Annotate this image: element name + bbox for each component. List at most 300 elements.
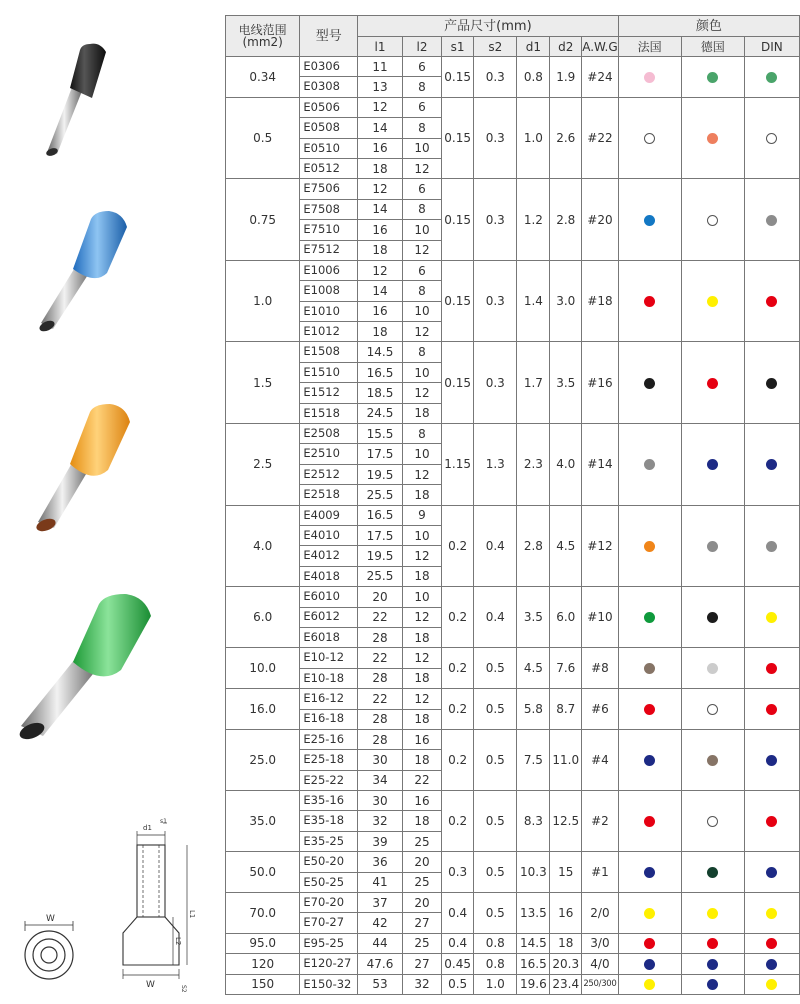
table-row [226, 57, 800, 77]
model-cell: E2518 [300, 485, 358, 505]
color-germany-cell [681, 954, 744, 974]
model-cell: E6012 [300, 607, 358, 627]
model-cell: E25-18 [300, 750, 358, 770]
s1-cell: 0.15 [442, 97, 474, 179]
l1-cell: 18 [358, 240, 403, 260]
awg-cell: #8 [582, 648, 618, 689]
color-germany-cell [681, 505, 744, 587]
pink-color-dot [644, 72, 655, 83]
l1-cell: 16 [358, 220, 403, 240]
header-wire-range: 电线范围 (mm2) [226, 16, 300, 57]
color-france-cell [618, 852, 681, 893]
d2-cell: 16 [550, 893, 582, 934]
l2-cell: 16 [402, 729, 441, 749]
d1-cell: 0.8 [517, 57, 550, 98]
l2-cell: 10 [402, 587, 441, 607]
table-row [226, 954, 800, 974]
d1-cell: 3.5 [517, 587, 550, 648]
model-cell: E1510 [300, 362, 358, 382]
color-din-cell [744, 648, 799, 689]
l1-cell: 42 [358, 913, 403, 933]
s2-cell: 0.5 [474, 648, 517, 689]
wire-range-cell: 2.5 [226, 424, 300, 506]
header-color-group: 颜色 [618, 16, 799, 37]
white-color-dot [766, 133, 777, 144]
color-germany-cell [681, 974, 744, 994]
model-cell: E1008 [300, 281, 358, 301]
color-din-cell [744, 505, 799, 587]
l2-cell: 10 [402, 362, 441, 382]
d1-cell: 1.4 [517, 260, 550, 342]
table-row [226, 893, 800, 913]
color-din-cell [744, 689, 799, 730]
model-cell: E1010 [300, 301, 358, 321]
model-cell: E70-20 [300, 893, 358, 913]
header-color-france: 法国 [618, 37, 681, 57]
s2-cell: 0.8 [474, 933, 517, 953]
model-cell: E16-12 [300, 689, 358, 709]
l2-cell: 12 [402, 648, 441, 668]
s1-cell: 0.2 [442, 791, 474, 852]
color-germany-cell [681, 648, 744, 689]
s2-cell: 0.3 [474, 97, 517, 179]
blue-color-dot [644, 215, 655, 226]
l2-cell: 12 [402, 240, 441, 260]
model-cell: E0306 [300, 57, 358, 77]
wire-range-cell: 70.0 [226, 893, 300, 934]
model-cell: E70-27 [300, 913, 358, 933]
d2-cell: 4.5 [550, 505, 582, 587]
awg-cell: #12 [582, 505, 618, 587]
d1-cell: 1.2 [517, 179, 550, 261]
d1-cell: 14.5 [517, 933, 550, 953]
s2-cell: 0.3 [474, 342, 517, 424]
grey-color-dot [766, 215, 777, 226]
color-france-cell [618, 342, 681, 424]
l2-cell: 12 [402, 464, 441, 484]
table-row [226, 689, 800, 709]
grey-color-dot [644, 459, 655, 470]
l2-cell: 12 [402, 546, 441, 566]
wire-range-cell: 25.0 [226, 729, 300, 790]
d2-cell: 2.8 [550, 179, 582, 261]
model-cell: E4018 [300, 566, 358, 586]
model-cell: E16-18 [300, 709, 358, 729]
ferrule-photo-blue [35, 205, 145, 335]
color-germany-cell [681, 852, 744, 893]
side-view-w-label: W [146, 980, 155, 990]
red-color-dot [644, 816, 655, 827]
color-din-cell [744, 933, 799, 953]
ferrule-spec-table [225, 15, 800, 995]
wire-range-cell: 0.34 [226, 57, 300, 98]
green-color-dot [766, 72, 777, 83]
model-cell: E7508 [300, 199, 358, 219]
table-row [226, 933, 800, 953]
d1-cell: 1.7 [517, 342, 550, 424]
d1-cell: 5.8 [517, 689, 550, 730]
color-germany-cell [681, 97, 744, 179]
color-germany-cell [681, 260, 744, 342]
l2-cell: 18 [402, 750, 441, 770]
table-row [226, 587, 800, 607]
color-din-cell [744, 974, 799, 994]
end-view-w-label: W [46, 914, 55, 924]
header-size-group: 产品尺寸(mm) [358, 16, 618, 37]
l2-cell: 12 [402, 607, 441, 627]
s1-cell: 0.4 [442, 933, 474, 953]
l2-cell: 6 [402, 97, 441, 117]
l2-cell: 12 [402, 158, 441, 178]
color-din-cell [744, 587, 799, 648]
d1-cell: 7.5 [517, 729, 550, 790]
color-germany-cell [681, 791, 744, 852]
navy-color-dot [644, 867, 655, 878]
l1-cell: 16 [358, 138, 403, 158]
l1-cell: 11 [358, 57, 403, 77]
navy-color-dot [644, 959, 655, 970]
ferrule-photo-green [15, 590, 165, 750]
model-cell: E50-25 [300, 872, 358, 892]
red-color-dot [707, 378, 718, 389]
awg-cell: #18 [582, 260, 618, 342]
table-row [226, 505, 800, 525]
color-germany-cell [681, 57, 744, 98]
color-france-cell [618, 260, 681, 342]
color-france-cell [618, 97, 681, 179]
model-cell: E95-25 [300, 933, 358, 953]
l1-cell: 36 [358, 852, 403, 872]
drawing-d1-label: d1 [143, 824, 152, 832]
d1-cell: 16.5 [517, 954, 550, 974]
end-view [25, 921, 73, 979]
wire-range-cell: 10.0 [226, 648, 300, 689]
l1-cell: 15.5 [358, 424, 403, 444]
l2-cell: 25 [402, 831, 441, 851]
d2-cell: 15 [550, 852, 582, 893]
awg-cell: 3/0 [582, 933, 618, 953]
color-din-cell [744, 179, 799, 261]
wire-range-cell: 0.5 [226, 97, 300, 179]
header-s1: s1 [442, 37, 474, 57]
yellow-color-dot [766, 908, 777, 919]
awg-cell: #4 [582, 729, 618, 790]
awg-cell: #1 [582, 852, 618, 893]
d2-cell: 3.0 [550, 260, 582, 342]
d1-cell: 2.8 [517, 505, 550, 587]
l1-cell: 12 [358, 179, 403, 199]
color-france-cell [618, 57, 681, 98]
l1-cell: 34 [358, 770, 403, 790]
red-color-dot [644, 704, 655, 715]
awg-cell: #22 [582, 97, 618, 179]
model-cell: E6018 [300, 627, 358, 647]
color-france-cell [618, 505, 681, 587]
l1-cell: 13 [358, 77, 403, 97]
header-l2: l2 [402, 37, 441, 57]
color-din-cell [744, 852, 799, 893]
red-color-dot [766, 816, 777, 827]
l1-cell: 18.5 [358, 383, 403, 403]
table-row [226, 97, 800, 117]
l1-cell: 20 [358, 587, 403, 607]
drawing-s1-label: s1 [160, 818, 167, 825]
s1-cell: 0.2 [442, 505, 474, 587]
navy-color-dot [707, 459, 718, 470]
black-color-dot [707, 612, 718, 623]
color-germany-cell [681, 689, 744, 730]
color-din-cell [744, 954, 799, 974]
l2-cell: 10 [402, 525, 441, 545]
model-cell: E0510 [300, 138, 358, 158]
wire-range-cell: 1.5 [226, 342, 300, 424]
l1-cell: 32 [358, 811, 403, 831]
model-cell: E7510 [300, 220, 358, 240]
drawing-l2-label: L2 [174, 937, 182, 946]
ferrule-photo-black [40, 40, 125, 160]
header-model: 型号 [300, 16, 358, 57]
l1-cell: 14 [358, 118, 403, 138]
awg-cell: 2/0 [582, 893, 618, 934]
awg-cell: #2 [582, 791, 618, 852]
s2-cell: 0.8 [474, 954, 517, 974]
navy-color-dot [644, 755, 655, 766]
l1-cell: 25.5 [358, 485, 403, 505]
white-color-dot [707, 704, 718, 715]
spec-table-body [226, 57, 800, 995]
model-cell: E7506 [300, 179, 358, 199]
white-color-dot [707, 215, 718, 226]
l2-cell: 12 [402, 383, 441, 403]
l2-cell: 18 [402, 811, 441, 831]
l1-cell: 16.5 [358, 362, 403, 382]
s2-cell: 0.5 [474, 689, 517, 730]
l1-cell: 24.5 [358, 403, 403, 423]
header-d1: d1 [517, 37, 550, 57]
s1-cell: 0.4 [442, 893, 474, 934]
l2-cell: 10 [402, 220, 441, 240]
l2-cell: 12 [402, 322, 441, 342]
model-cell: E0506 [300, 97, 358, 117]
model-cell: E4009 [300, 505, 358, 525]
s2-cell: 0.4 [474, 505, 517, 587]
wire-range-cell: 95.0 [226, 933, 300, 953]
s2-cell: 0.4 [474, 587, 517, 648]
d1-cell: 1.0 [517, 97, 550, 179]
l2-cell: 27 [402, 954, 441, 974]
navy-color-dot [707, 979, 718, 990]
color-germany-cell [681, 729, 744, 790]
red-color-dot [707, 938, 718, 949]
model-cell: E2512 [300, 464, 358, 484]
l1-cell: 17.5 [358, 525, 403, 545]
salmon-color-dot [707, 133, 718, 144]
l2-cell: 25 [402, 872, 441, 892]
model-cell: E7512 [300, 240, 358, 260]
drawing-l1-label: L1 [188, 910, 196, 919]
l2-cell: 8 [402, 199, 441, 219]
wire-range-cell: 6.0 [226, 587, 300, 648]
color-din-cell [744, 260, 799, 342]
l1-cell: 22 [358, 648, 403, 668]
yellow-color-dot [644, 979, 655, 990]
l1-cell: 19.5 [358, 464, 403, 484]
table-row [226, 729, 800, 749]
s1-cell: 0.5 [442, 974, 474, 994]
l2-cell: 10 [402, 138, 441, 158]
s2-cell: 0.3 [474, 179, 517, 261]
red-color-dot [766, 296, 777, 307]
s2-cell: 0.3 [474, 260, 517, 342]
s2-cell: 0.5 [474, 893, 517, 934]
l2-cell: 6 [402, 179, 441, 199]
d1-cell: 2.3 [517, 424, 550, 506]
l2-cell: 10 [402, 301, 441, 321]
side-view [123, 823, 187, 979]
color-france-cell [618, 893, 681, 934]
model-cell: E6010 [300, 587, 358, 607]
l2-cell: 16 [402, 791, 441, 811]
model-cell: E10-12 [300, 648, 358, 668]
model-cell: E10-18 [300, 668, 358, 688]
wire-range-cell: 150 [226, 974, 300, 994]
s1-cell: 0.2 [442, 729, 474, 790]
model-cell: E35-25 [300, 831, 358, 851]
l1-cell: 28 [358, 627, 403, 647]
yellow-color-dot [707, 296, 718, 307]
color-france-cell [618, 648, 681, 689]
green-color-dot [707, 72, 718, 83]
color-germany-cell [681, 179, 744, 261]
l2-cell: 18 [402, 668, 441, 688]
wire-range-cell: 35.0 [226, 791, 300, 852]
wire-range-cell: 50.0 [226, 852, 300, 893]
model-cell: E0508 [300, 118, 358, 138]
l1-cell: 17.5 [358, 444, 403, 464]
model-cell: E120-27 [300, 954, 358, 974]
color-germany-cell [681, 342, 744, 424]
l1-cell: 28 [358, 668, 403, 688]
d1-cell: 19.6 [517, 974, 550, 994]
wire-range-cell: 120 [226, 954, 300, 974]
color-france-cell [618, 689, 681, 730]
l1-cell: 14 [358, 281, 403, 301]
l1-cell: 22 [358, 607, 403, 627]
model-cell: E35-16 [300, 791, 358, 811]
grey-color-dot [707, 541, 718, 552]
header-s2: s2 [474, 37, 517, 57]
l1-cell: 30 [358, 791, 403, 811]
wire-range-cell: 4.0 [226, 505, 300, 587]
l2-cell: 22 [402, 770, 441, 790]
red-color-dot [644, 296, 655, 307]
header-color-germany: 德国 [681, 37, 744, 57]
table-row [226, 791, 800, 811]
model-cell: E1012 [300, 322, 358, 342]
d1-cell: 10.3 [517, 852, 550, 893]
red-color-dot [766, 663, 777, 674]
l1-cell: 28 [358, 709, 403, 729]
l2-cell: 18 [402, 627, 441, 647]
header-d2: d2 [550, 37, 582, 57]
brown-color-dot [644, 663, 655, 674]
awg-cell: 250/300 [582, 974, 618, 994]
l1-cell: 12 [358, 97, 403, 117]
model-cell: E0308 [300, 77, 358, 97]
color-france-cell [618, 179, 681, 261]
color-din-cell [744, 57, 799, 98]
color-din-cell [744, 893, 799, 934]
l2-cell: 18 [402, 566, 441, 586]
color-france-cell [618, 791, 681, 852]
l2-cell: 8 [402, 281, 441, 301]
lightgrey-color-dot [707, 663, 718, 674]
l1-cell: 28 [358, 729, 403, 749]
l1-cell: 25.5 [358, 566, 403, 586]
d2-cell: 23.4 [550, 974, 582, 994]
l2-cell: 12 [402, 689, 441, 709]
color-france-cell [618, 974, 681, 994]
color-france-cell [618, 954, 681, 974]
d2-cell: 12.5 [550, 791, 582, 852]
awg-cell: #10 [582, 587, 618, 648]
d2-cell: 2.6 [550, 97, 582, 179]
model-cell: E4010 [300, 525, 358, 545]
l1-cell: 16 [358, 301, 403, 321]
model-cell: E1508 [300, 342, 358, 362]
awg-cell: #6 [582, 689, 618, 730]
s2-cell: 0.5 [474, 791, 517, 852]
model-cell: E4012 [300, 546, 358, 566]
d2-cell: 1.9 [550, 57, 582, 98]
brown-color-dot [707, 755, 718, 766]
l1-cell: 18 [358, 322, 403, 342]
black-color-dot [766, 378, 777, 389]
d2-cell: 18 [550, 933, 582, 953]
l2-cell: 8 [402, 342, 441, 362]
l1-cell: 22 [358, 689, 403, 709]
l1-cell: 47.6 [358, 954, 403, 974]
table-row [226, 974, 800, 994]
model-cell: E1512 [300, 383, 358, 403]
navy-color-dot [766, 755, 777, 766]
l1-cell: 30 [358, 750, 403, 770]
navy-color-dot [766, 459, 777, 470]
wire-range-cell: 0.75 [226, 179, 300, 261]
model-cell: E25-22 [300, 770, 358, 790]
table-row [226, 852, 800, 872]
brightgreen-color-dot [644, 612, 655, 623]
l2-cell: 18 [402, 403, 441, 423]
red-color-dot [766, 938, 777, 949]
s1-cell: 0.2 [442, 587, 474, 648]
model-cell: E1006 [300, 260, 358, 280]
ferrule-dimension-drawing [15, 815, 195, 995]
l1-cell: 37 [358, 893, 403, 913]
model-cell: E35-18 [300, 811, 358, 831]
l2-cell: 6 [402, 260, 441, 280]
model-cell: E150-32 [300, 974, 358, 994]
model-cell: E50-20 [300, 852, 358, 872]
s1-cell: 0.15 [442, 342, 474, 424]
s1-cell: 0.2 [442, 648, 474, 689]
table-row [226, 648, 800, 668]
d2-cell: 11.0 [550, 729, 582, 790]
color-germany-cell [681, 893, 744, 934]
l1-cell: 12 [358, 260, 403, 280]
l1-cell: 14 [358, 199, 403, 219]
yellow-color-dot [707, 908, 718, 919]
